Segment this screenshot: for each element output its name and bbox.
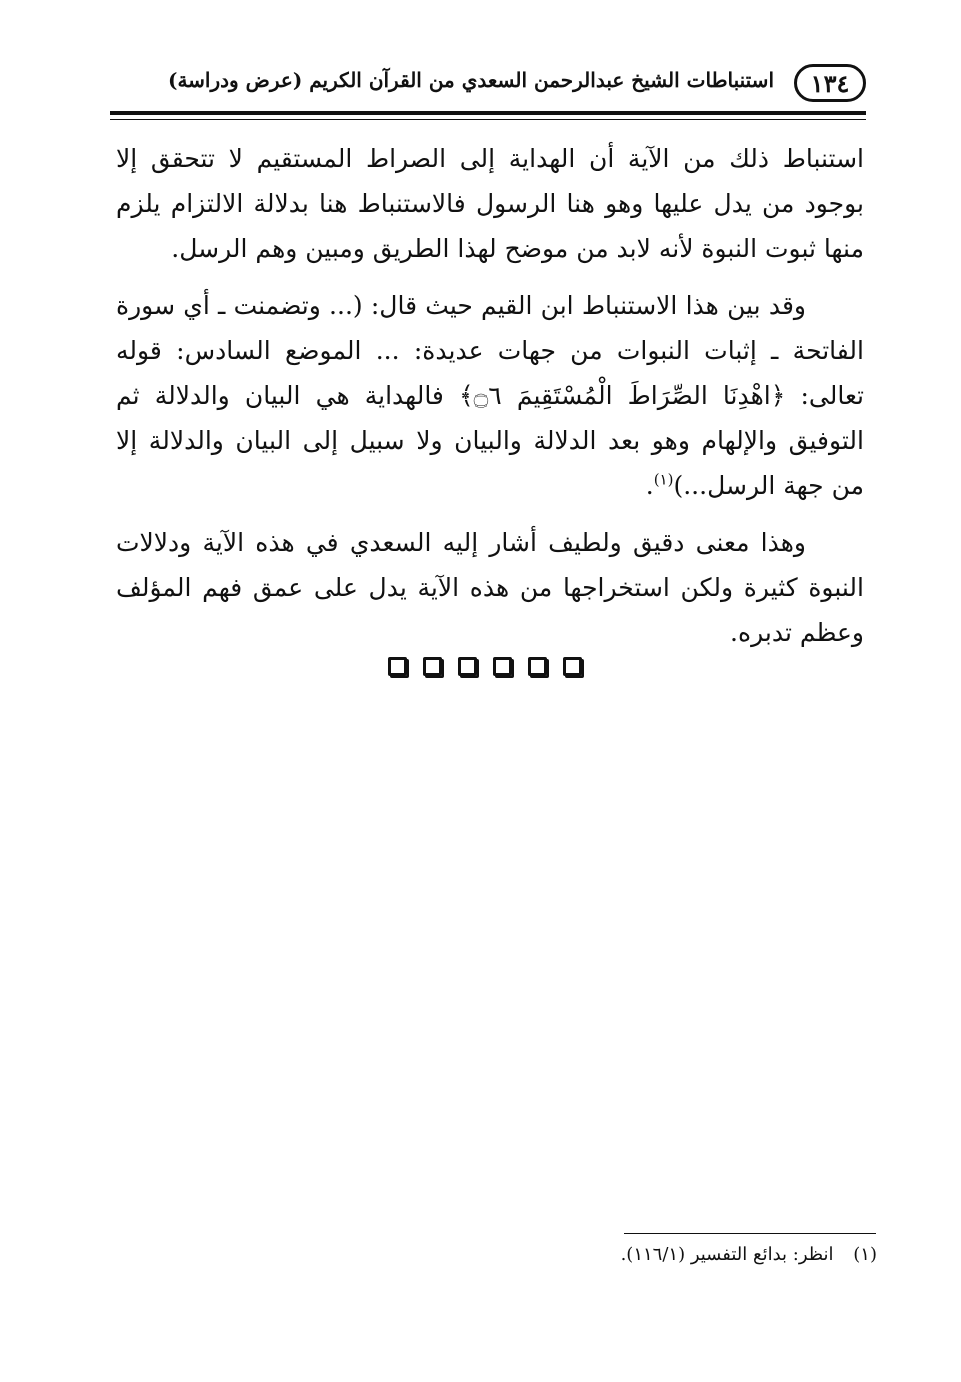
square-box-icon	[388, 657, 407, 676]
footnote-separator	[624, 1233, 876, 1234]
running-title: استنباطات الشيخ عبدالرحمن السعدي من القرآن الكريم (عرض ودراسة)	[167, 68, 774, 92]
paragraph-2	[116, 283, 864, 508]
section-divider	[388, 657, 582, 676]
paragraph-1: استنباط ذلك من الآية أن الهداية إلى الصراط المستقيم لا تتحقق إلا بوجود من يدل عليها وهو هنا الرسول فالاستنباط هنا بدلالة الالتزام يلزم منها ثبوت النبوة لأنه لابد من موضح لهذا الطريق ومبين وهم الرسل.	[116, 144, 864, 263]
page-header	[110, 62, 866, 112]
main-text	[116, 136, 864, 667]
square-box-icon	[423, 657, 442, 676]
footnote	[621, 1244, 877, 1265]
paragraph-3: وهذا معنى دقيق ولطيف أشار إليه السعدي في هذه الآية ودلالات النبوة كثيرة ولكن استخراجها من هذه الآية يدل على عمق فهم المؤلف وعظم تدبره.	[116, 528, 864, 647]
footnote-text: انظر: بدائع التفسير (١١٦/١).	[620, 1244, 834, 1265]
square-box-icon	[493, 657, 512, 676]
square-box-icon	[528, 657, 547, 676]
header-rule-thick	[110, 111, 866, 115]
header-rule-thin	[110, 119, 866, 120]
paragraph-2-end: .	[645, 471, 654, 500]
footnote-number: (١)	[853, 1244, 877, 1265]
square-box-icon	[458, 657, 477, 676]
paragraph-2-text: وقد بين هذا الاستنباط ابن القيم حيث قال: (... وتضمنت ـ أي سورة الفاتحة ـ إثبات النبوات من جهات عديدة: ... الموضع السادس: قوله تعالى: ﴿اهْدِنَا الصِّرَاطَ الْمُسْتَقِيمَ ۝٦﴾ فالهداية هي البيان والدلالة ثم التوفيق والإلهام وهو بعد الدلالة والبيان ولا سبيل إلى البيان والدلالة إلا من جهة الرسل...)	[116, 291, 864, 500]
square-box-icon	[563, 657, 582, 676]
page-number-badge: ١٣٤	[794, 64, 866, 102]
footnote-reference: (١)	[653, 470, 674, 489]
